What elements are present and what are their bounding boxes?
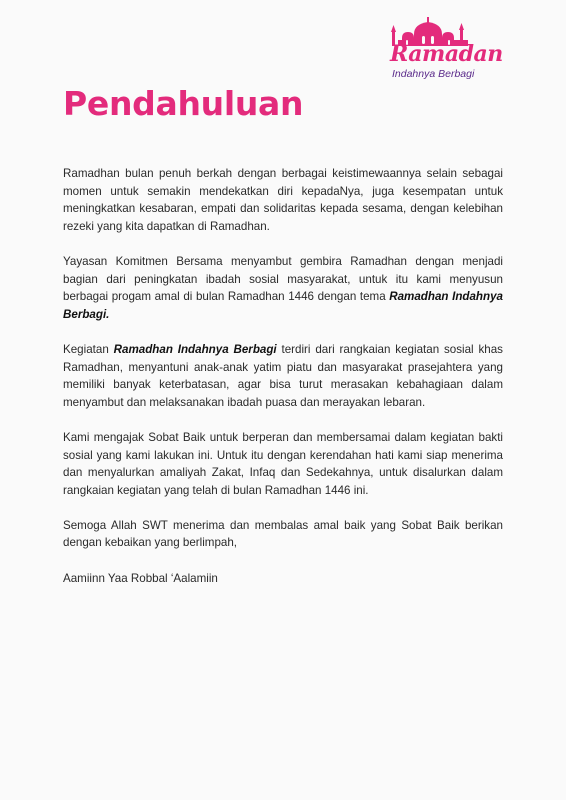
paragraph-3: Kegiatan Ramadhan Indahnya Berbagi terdiri dari rangkaian kegiatan sosial khas Ramadhan, menyantuni anak-anak yatim piatu dan masyarakat prasejahtera yang memiliki banyak keterbatasan, agar bisa turut merasakan kebahagiaan dalam menyambut dan melaksanakan ibadah puasa dan merayakan lebaran. — [63, 342, 503, 409]
paragraph-1: Ramadhan bulan penuh berkah dengan berbagai keistimewaannya selain sebagai momen untuk semakin mendekatkan diri kepadaNya, juga kesempatan untuk meningkatkan kesabaran, empati dan solidaritas kepada sesama, dengan kelebihan rezeki yang kita dapatkan di Ramadhan. — [63, 167, 503, 233]
program-name: Ramadhan Indahnya Berbagi — [113, 342, 277, 356]
body-text — [63, 165, 503, 605]
paragraph-5: Semoga Allah SWT menerima dan membalas amal baik yang Sobat Baik berikan dengan kebaikan yang berlimpah, — [63, 518, 503, 550]
ramadan-logo — [384, 16, 504, 80]
paragraph-2: Yayasan Komitmen Bersama menyambut gembira Ramadhan dengan menjadi bagian dari peningkatan ibadah sosial masyarakat, untuk itu kami menyusun berbagai progam amal di bulan Ramadhan 1446 dengan tema Ramadhan Indahnya Berbagi. — [63, 254, 503, 321]
logo-wordmark: Ramadan — [390, 41, 503, 67]
paragraph-4: Kami mengajak Sobat Baik untuk berperan dan membersamai dalam kegiatan bakti sosial yang kami lakukan ini. Untuk itu dengan kerendahan hati kami siap menerima dan menyalurkan amaliyah Zakat, Infaq dan Sedekahnya, untuk disalurkan dalam rangkaian kegiatan yang telah di bulan Ramadhan 1446 ini. — [63, 430, 503, 497]
logo-tagline: Indahnya Berbagi — [392, 68, 475, 80]
page-title: Pendahuluan — [63, 84, 304, 123]
closing-line: Aamiinn Yaa Robbal ‘Aalamiin — [63, 571, 218, 585]
theme-name: Ramadhan Indahnya Berbagi. — [63, 290, 503, 321]
